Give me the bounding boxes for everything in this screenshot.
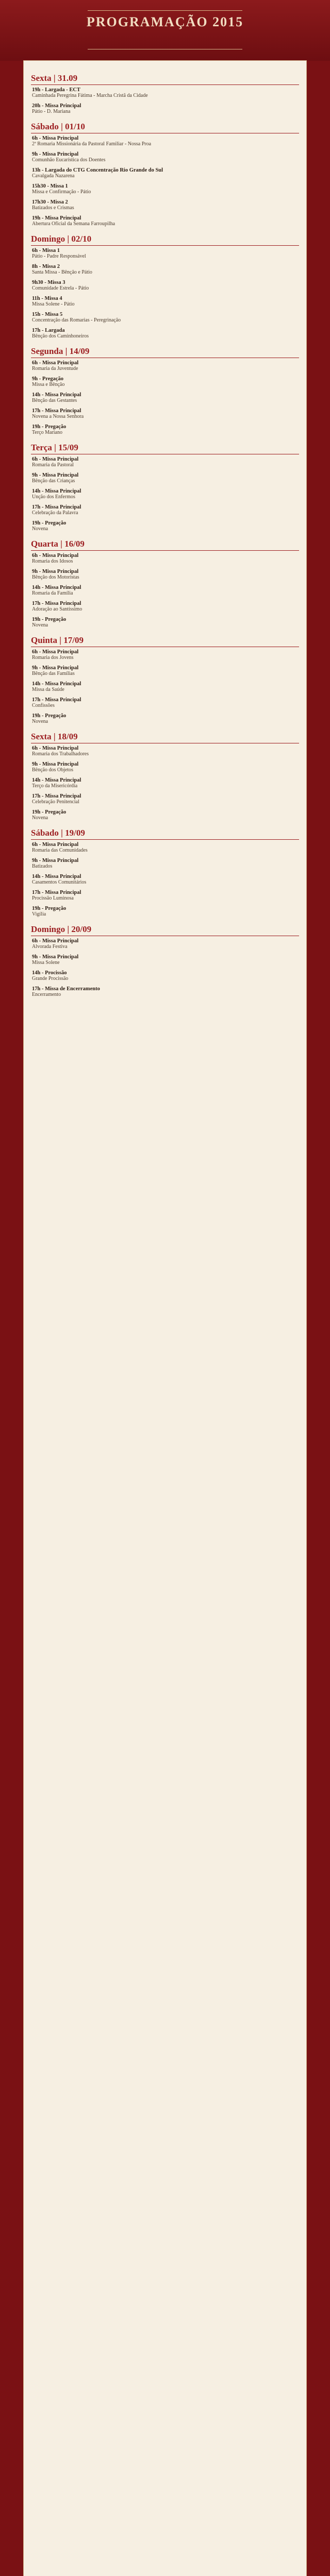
event-time: 19h - Pregação: [32, 520, 67, 526]
event-time: 19h - Pregação: [32, 906, 67, 911]
event-item: [32, 87, 298, 98]
event-description: Comunidade Estrela - Pátio: [32, 285, 89, 291]
event-time: 9h - Missa Principal: [32, 569, 79, 574]
event-time: 14h - Missa Principal: [32, 777, 81, 783]
day-title: Domingo | 02/10: [31, 234, 92, 244]
event-time: 20h - Missa Principal: [32, 103, 81, 109]
event-time: 19h - Pregação: [32, 713, 67, 719]
event-description: Romaria dos Jovens: [32, 655, 74, 660]
day-title: Sexta | 31.09: [31, 73, 78, 83]
event-time: 17h - Missa Principal: [32, 408, 81, 414]
event-item: [32, 488, 298, 500]
event-description: Casamentos Comunitários: [32, 879, 87, 885]
event-description: Pátio - Padre Responsável: [32, 253, 86, 259]
event-item: [32, 681, 298, 692]
page-banner: [0, 0, 330, 61]
event-description: Romaria da Família: [32, 590, 73, 596]
event-description: Missa da Saúde: [32, 687, 64, 692]
event-time: 6h - Missa Principal: [32, 938, 79, 944]
event-description: Bênção das Gestantes: [32, 398, 77, 403]
event-item: [32, 424, 298, 435]
event-time: 14h - Missa Principal: [32, 681, 81, 687]
event-time: 13h - Largada do CTG Concentração Rio Grande do Sul: [32, 167, 163, 173]
event-item: [32, 585, 298, 596]
event-item: [32, 713, 298, 724]
event-time: 6h - Missa Principal: [32, 553, 79, 558]
day-header: [31, 443, 299, 454]
event-item: [32, 504, 298, 516]
event-description: Cavalgada Nazarena: [32, 173, 75, 179]
event-time: 9h - Missa Principal: [32, 151, 79, 157]
day-title: Sábado | 01/10: [31, 122, 85, 131]
event-description: Romaria dos Trabalhadores: [32, 751, 89, 757]
event-description: Confissões: [32, 703, 55, 708]
day-title: Quarta | 16/09: [31, 539, 85, 549]
event-time: 6h - Missa Principal: [32, 649, 79, 655]
event-item: [32, 954, 298, 965]
day-header: [31, 732, 299, 743]
event-time: 17h30 - Missa 2: [32, 199, 68, 205]
event-item: [32, 809, 298, 821]
event-description: Batizados: [32, 863, 53, 869]
day-title: Sexta | 18/09: [31, 732, 78, 741]
event-description: Romaria das Comunidades: [32, 848, 88, 853]
event-time: 15h - Missa 5: [32, 312, 63, 317]
event-item: [32, 408, 298, 419]
event-time: 17h - Missa Principal: [32, 697, 81, 703]
event-time: 19h - Missa Principal: [32, 215, 81, 221]
event-time: 19h - Pregação: [32, 809, 67, 815]
event-item: [32, 183, 298, 195]
event-time: 17h - Missa Principal: [32, 793, 81, 799]
event-description: Bênção das Famílias: [32, 671, 75, 676]
event-item: [32, 520, 298, 532]
event-description: Bênção dos Caminhoneiros: [32, 333, 89, 339]
event-description: Bênção dos Motoristas: [32, 574, 79, 580]
day-title: Terça | 15/09: [31, 443, 78, 452]
event-description: Novena: [32, 622, 48, 628]
event-description: Bênção das Crianças: [32, 478, 75, 484]
event-description: 2ª Romaria Missionária da Pastoral Familiar - Nossa Proa: [32, 141, 152, 147]
event-item: [32, 777, 298, 789]
event-description: Comunhão Eucarística dos Doentes: [32, 157, 106, 163]
day-title: Segunda | 14/09: [31, 346, 90, 356]
event-description: Grande Procissão: [32, 976, 69, 981]
event-item: [32, 986, 298, 997]
event-item: [32, 665, 298, 676]
event-item: [32, 569, 298, 580]
event-item: [32, 472, 298, 484]
event-item: [32, 264, 298, 275]
event-item: [32, 970, 298, 981]
event-description: Novena: [32, 526, 48, 532]
event-description: Novena a Nossa Senhora: [32, 414, 84, 419]
event-time: 15h30 - Missa 1: [32, 183, 68, 189]
day-header: [31, 828, 299, 840]
day-header: [31, 346, 299, 358]
page-title: PROGRAMAÇÃO 2015: [86, 14, 244, 29]
event-item: [32, 842, 298, 853]
event-time: 9h - Missa Principal: [32, 761, 79, 767]
event-time: 17h - Missa de Encerramento: [32, 986, 100, 992]
event-item: [32, 248, 298, 259]
event-time: 9h - Missa Principal: [32, 472, 79, 478]
event-description: Alvorada Festiva: [32, 944, 68, 950]
event-time: 6h - Missa Principal: [32, 456, 79, 462]
event-time: 14h - Procissão: [32, 970, 67, 976]
event-description: Novena: [32, 719, 48, 724]
event-item: [32, 697, 298, 708]
event-time: 11h - Missa 4: [32, 296, 62, 301]
day-header: [31, 73, 299, 85]
event-description: Caminhada Peregrina Fátima - Marcha Cristã da Cidade: [32, 93, 148, 98]
event-item: [32, 376, 298, 387]
event-description: Celebração da Palavra: [32, 510, 78, 516]
event-time: 19h - Pregação: [32, 424, 67, 430]
banner-rule-top: [88, 10, 242, 11]
event-time: 9h30 - Missa 3: [32, 280, 65, 285]
program-paper: [24, 61, 306, 2576]
event-description: Adoração ao Santíssimo: [32, 606, 82, 612]
event-time: 17h - Largada: [32, 328, 65, 333]
event-item: [32, 312, 298, 323]
event-time: 17h - Missa Principal: [32, 890, 81, 895]
event-time: 9h - Pregação: [32, 376, 64, 382]
day-header: [31, 234, 299, 246]
event-description: Missa e Confirmação - Pátio: [32, 189, 91, 195]
event-description: Romaria dos Idosos: [32, 558, 73, 564]
event-description: Pátio - D. Mariana: [32, 109, 71, 114]
event-time: 14h - Missa Principal: [32, 488, 81, 494]
event-item: [32, 601, 298, 612]
event-item: [32, 392, 298, 403]
event-description: Celebração Penitencial: [32, 799, 79, 805]
event-description: Romaria da Pastoral: [32, 462, 74, 468]
event-description: Santa Missa - Bênção e Pátio: [32, 269, 92, 275]
event-time: 14h - Missa Principal: [32, 585, 81, 590]
program-list: [24, 66, 306, 1002]
event-time: 6h - Missa Principal: [32, 135, 79, 141]
event-item: [32, 874, 298, 885]
event-item: [32, 890, 298, 901]
event-description: Unção dos Enfermos: [32, 494, 75, 500]
event-description: Procissão Luminosa: [32, 895, 74, 901]
day-title: Sábado | 19/09: [31, 828, 85, 838]
event-description: Batizados e Crismas: [32, 205, 74, 211]
day-header: [31, 122, 299, 133]
event-item: [32, 906, 298, 917]
event-time: 6h - Missa Principal: [32, 360, 79, 366]
event-item: [32, 456, 298, 468]
event-time: 6h - Missa 1: [32, 248, 60, 253]
event-description: Romaria da Juventude: [32, 366, 78, 371]
event-item: [32, 296, 298, 307]
day-header: [31, 635, 299, 647]
event-item: [32, 858, 298, 869]
event-item: [32, 167, 298, 179]
event-time: 9h - Missa Principal: [32, 858, 79, 863]
event-item: [32, 553, 298, 564]
event-time: 9h - Missa Principal: [32, 665, 79, 671]
event-item: [32, 280, 298, 291]
event-description: Missa Solene - Pátio: [32, 301, 75, 307]
event-item: [32, 215, 298, 227]
event-description: Bênção dos Objetos: [32, 767, 73, 773]
event-item: [32, 649, 298, 660]
event-item: [32, 360, 298, 371]
event-description: Missa e Bênção: [32, 382, 65, 387]
day-header: [31, 539, 299, 551]
event-description: Vigília: [32, 911, 46, 917]
event-time: 14h - Missa Principal: [32, 392, 81, 398]
event-description: Encerramento: [32, 992, 61, 997]
event-time: 19h - Largada - ECT: [32, 87, 80, 93]
day-title: Quinta | 17/09: [31, 635, 84, 645]
event-time: 9h - Missa Principal: [32, 954, 79, 960]
event-item: [32, 938, 298, 950]
event-item: [32, 617, 298, 628]
event-time: 17h - Missa Principal: [32, 601, 81, 606]
event-time: 17h - Missa Principal: [32, 504, 81, 510]
event-time: 14h - Missa Principal: [32, 874, 81, 879]
event-item: [32, 103, 298, 114]
day-title: Domingo | 20/09: [31, 924, 92, 934]
event-item: [32, 151, 298, 163]
event-description: Terço Mariano: [32, 430, 62, 435]
day-header: [31, 924, 299, 936]
event-time: 8h - Missa 2: [32, 264, 60, 269]
event-item: [32, 135, 298, 147]
event-item: [32, 328, 298, 339]
event-item: [32, 761, 298, 773]
event-item: [32, 199, 298, 211]
event-description: Novena: [32, 815, 48, 821]
event-description: Missa Solene: [32, 960, 60, 965]
event-description: Abertura Oficial da Semana Farroupilha: [32, 221, 116, 227]
event-description: Terço da Misericórdia: [32, 783, 78, 789]
event-time: 19h - Pregação: [32, 617, 67, 622]
event-description: Concentração das Romarias - Peregrinação: [32, 317, 121, 323]
event-item: [32, 745, 298, 757]
event-time: 6h - Missa Principal: [32, 842, 79, 848]
event-item: [32, 793, 298, 805]
event-time: 6h - Missa Principal: [32, 745, 79, 751]
